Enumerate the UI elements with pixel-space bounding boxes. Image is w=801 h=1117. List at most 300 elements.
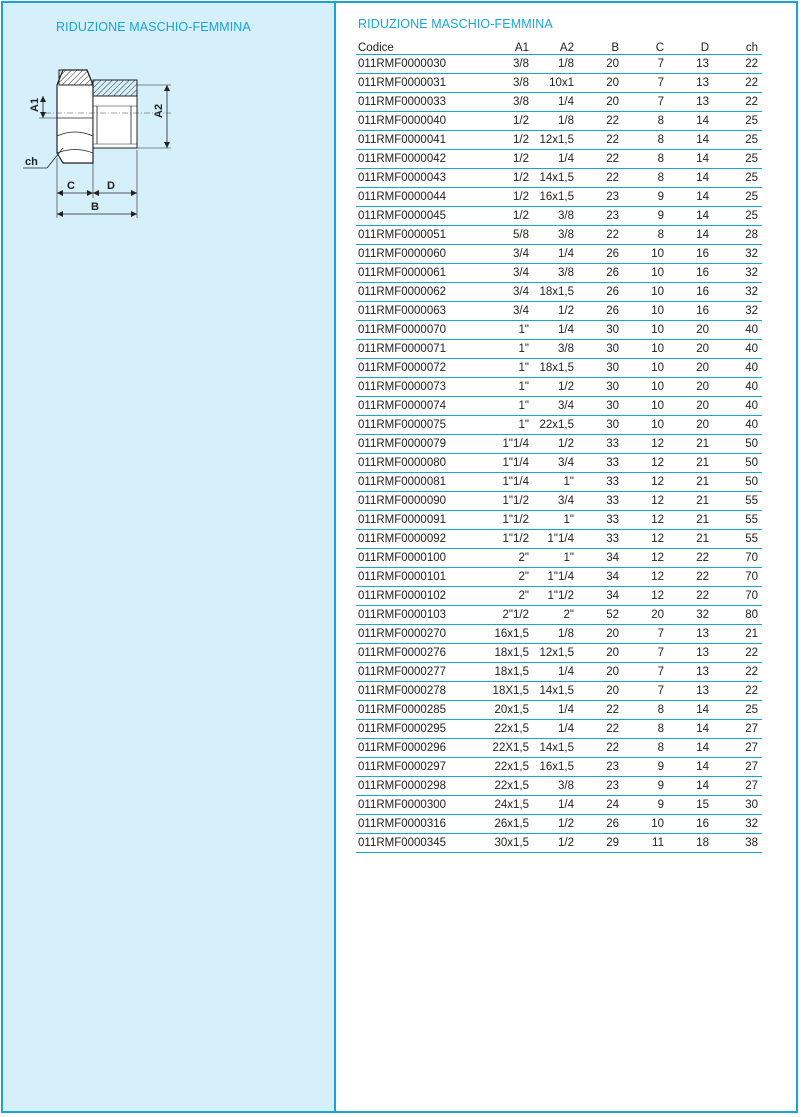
- dimension-cell: 12: [623, 587, 668, 606]
- dimension-cell: 20: [578, 74, 623, 93]
- dimension-cell: 22x1,5: [474, 758, 533, 777]
- dimension-cell: 1/2: [533, 815, 578, 834]
- dimension-cell: 33: [578, 492, 623, 511]
- product-code-cell: 011RMF0000277: [356, 663, 474, 682]
- dimension-cell: 30: [578, 416, 623, 435]
- dimension-cell: 1": [474, 340, 533, 359]
- dimension-cell: 3/4: [474, 264, 533, 283]
- dimension-cell: 23: [578, 207, 623, 226]
- dimension-cell: 25: [713, 131, 762, 150]
- column-header: ch: [713, 36, 762, 55]
- product-code-cell: 011RMF0000080: [356, 454, 474, 473]
- dimension-cell: 14: [668, 207, 713, 226]
- product-code-cell: 011RMF0000092: [356, 530, 474, 549]
- dimension-cell: 30: [578, 321, 623, 340]
- table-row: [356, 739, 762, 758]
- dimension-cell: 52: [578, 606, 623, 625]
- dimension-cell: 25: [713, 169, 762, 188]
- dimension-cell: 1/4: [533, 701, 578, 720]
- dimension-cell: 20: [578, 93, 623, 112]
- table-row: [356, 511, 762, 530]
- dimension-cell: 16x1,5: [533, 758, 578, 777]
- dimension-cell: 30: [578, 378, 623, 397]
- dimension-cell: 10: [623, 245, 668, 264]
- dimension-cell: 1/4: [533, 150, 578, 169]
- dimension-cell: 13: [668, 625, 713, 644]
- product-code-cell: 011RMF0000103: [356, 606, 474, 625]
- dimension-cell: 14: [668, 739, 713, 758]
- dimension-cell: 32: [713, 264, 762, 283]
- table-row: [356, 378, 762, 397]
- table-row: [356, 321, 762, 340]
- dimension-cell: 30: [713, 796, 762, 815]
- table-row: [356, 397, 762, 416]
- dimension-cell: 14: [668, 758, 713, 777]
- dimension-cell: 26: [578, 302, 623, 321]
- dimension-cell: 55: [713, 530, 762, 549]
- dimension-cell: 3/8: [533, 264, 578, 283]
- dimension-cell: 25: [713, 150, 762, 169]
- dimension-cell: 9: [623, 758, 668, 777]
- table-row: [356, 416, 762, 435]
- dimension-cell: 21: [668, 530, 713, 549]
- label-a2: A2: [153, 103, 165, 118]
- dimension-cell: 22: [713, 663, 762, 682]
- table-row: [356, 530, 762, 549]
- dimension-cell: 25: [713, 207, 762, 226]
- dimension-cell: 8: [623, 701, 668, 720]
- dimension-cell: 23: [578, 777, 623, 796]
- column-header: Codice: [356, 36, 474, 55]
- dimension-cell: 15: [668, 796, 713, 815]
- dimension-cell: 1/2: [533, 435, 578, 454]
- dimension-cell: 21: [668, 473, 713, 492]
- dimension-cell: 2": [474, 568, 533, 587]
- dimension-cell: 50: [713, 454, 762, 473]
- table-row: [356, 834, 762, 853]
- table-row: [356, 796, 762, 815]
- dimension-cell: 10: [623, 321, 668, 340]
- table-row: [356, 302, 762, 321]
- dimension-cell: 2": [533, 606, 578, 625]
- product-code-cell: 011RMF0000062: [356, 283, 474, 302]
- dimension-cell: 13: [668, 93, 713, 112]
- dimension-cell: 25: [713, 701, 762, 720]
- dimension-cell: 8: [623, 150, 668, 169]
- product-code-cell: 011RMF0000031: [356, 74, 474, 93]
- dimension-cell: 3/4: [533, 492, 578, 511]
- dimension-cell: 33: [578, 435, 623, 454]
- dimension-cell: 23: [578, 188, 623, 207]
- dimension-cell: 13: [668, 644, 713, 663]
- dimension-cell: 1/4: [533, 321, 578, 340]
- dimension-cell: 1"1/2: [474, 492, 533, 511]
- dimension-cell: 1/8: [533, 112, 578, 131]
- table-row: [356, 131, 762, 150]
- dimension-cell: 10: [623, 264, 668, 283]
- a1-dimension: [29, 96, 57, 118]
- product-code-cell: 011RMF0000285: [356, 701, 474, 720]
- table-row: [356, 492, 762, 511]
- product-code-cell: 011RMF0000278: [356, 682, 474, 701]
- dimension-cell: 18: [668, 834, 713, 853]
- dimension-cell: 10: [623, 340, 668, 359]
- dimension-cell: 9: [623, 796, 668, 815]
- dimension-cell: 1/4: [533, 245, 578, 264]
- dimension-cell: 14: [668, 777, 713, 796]
- dimension-cell: 18x1,5: [533, 359, 578, 378]
- dimension-cell: 21: [668, 492, 713, 511]
- dimension-cell: 1/2: [474, 150, 533, 169]
- dimension-cell: 32: [668, 606, 713, 625]
- dimension-cell: 10: [623, 815, 668, 834]
- dimension-cell: 10: [623, 378, 668, 397]
- table-row: [356, 644, 762, 663]
- dimension-cell: 40: [713, 359, 762, 378]
- dimension-cell: 26: [578, 815, 623, 834]
- dimension-cell: 3/8: [474, 93, 533, 112]
- dimension-cell: 32: [713, 815, 762, 834]
- dimension-cell: 10: [623, 397, 668, 416]
- dimension-cell: 25: [713, 188, 762, 207]
- dimension-cell: 33: [578, 473, 623, 492]
- dimension-cell: 22x1,5: [533, 416, 578, 435]
- product-code-cell: 011RMF0000041: [356, 131, 474, 150]
- product-code-cell: 011RMF0000072: [356, 359, 474, 378]
- product-code-cell: 011RMF0000043: [356, 169, 474, 188]
- dimension-cell: 22: [578, 701, 623, 720]
- dimension-cell: 9: [623, 207, 668, 226]
- dimension-cell: 22: [668, 587, 713, 606]
- dimension-cell: 20: [668, 340, 713, 359]
- dimension-cell: 12x1,5: [533, 131, 578, 150]
- table-row: [356, 815, 762, 834]
- dimension-cell: 10x1: [533, 74, 578, 93]
- dimension-cell: 20: [668, 378, 713, 397]
- dimension-cell: 3/8: [533, 226, 578, 245]
- dimension-cell: 1"1/4: [533, 530, 578, 549]
- dimension-cell: 8: [623, 226, 668, 245]
- dimension-cell: 22: [668, 568, 713, 587]
- product-code-cell: 011RMF0000074: [356, 397, 474, 416]
- dimension-cell: 12: [623, 454, 668, 473]
- table-row: [356, 682, 762, 701]
- dimension-cell: 27: [713, 758, 762, 777]
- dimension-cell: 30: [578, 359, 623, 378]
- dimension-cell: 16x1,5: [474, 625, 533, 644]
- dimension-cell: 12: [623, 511, 668, 530]
- dimension-cell: 7: [623, 55, 668, 74]
- dimension-cell: 20: [623, 606, 668, 625]
- table-section-title: RIDUZIONE MASCHIO-FEMMINA: [358, 17, 553, 31]
- product-code-cell: 011RMF0000030: [356, 55, 474, 74]
- dimension-cell: 1": [533, 473, 578, 492]
- dimension-cell: 32: [713, 283, 762, 302]
- table-row: [356, 169, 762, 188]
- dimension-cell: 34: [578, 549, 623, 568]
- table-row: [356, 720, 762, 739]
- table-row: [356, 55, 762, 74]
- product-code-cell: 011RMF0000091: [356, 511, 474, 530]
- product-code-cell: 011RMF0000276: [356, 644, 474, 663]
- product-code-cell: 011RMF0000270: [356, 625, 474, 644]
- dimension-cell: 1/2: [474, 131, 533, 150]
- dimension-cell: 80: [713, 606, 762, 625]
- dimension-cell: 20: [668, 397, 713, 416]
- dimension-cell: 38: [713, 834, 762, 853]
- dimension-cell: 2": [474, 587, 533, 606]
- dimension-cell: 27: [713, 739, 762, 758]
- dimension-cell: 1/8: [533, 55, 578, 74]
- label-b: B: [91, 201, 99, 213]
- dimension-cell: 1/2: [474, 169, 533, 188]
- left-section-title: RIDUZIONE MASCHIO-FEMMINA: [56, 20, 251, 34]
- table-row: [356, 454, 762, 473]
- column-header: D: [668, 36, 713, 55]
- male-thread-shape: [93, 80, 137, 148]
- dimension-cell: 22: [578, 226, 623, 245]
- product-code-cell: 011RMF0000061: [356, 264, 474, 283]
- dimension-cell: 12: [623, 549, 668, 568]
- dimension-cell: 1": [474, 397, 533, 416]
- product-code-cell: 011RMF0000040: [356, 112, 474, 131]
- product-code-cell: 011RMF0000101: [356, 568, 474, 587]
- dimension-cell: 3/8: [533, 207, 578, 226]
- dimension-cell: 23: [578, 758, 623, 777]
- dimension-cell: 1"1/2: [474, 511, 533, 530]
- dimension-cell: 3/4: [533, 397, 578, 416]
- table-row: [356, 150, 762, 169]
- dimension-cell: 50: [713, 435, 762, 454]
- dimension-cell: 25: [713, 112, 762, 131]
- dimension-cell: 12: [623, 530, 668, 549]
- dimension-cell: 7: [623, 682, 668, 701]
- column-header: C: [623, 36, 668, 55]
- dimension-cell: 1/4: [533, 796, 578, 815]
- dimension-cell: 21: [713, 625, 762, 644]
- dimension-cell: 8: [623, 112, 668, 131]
- dimension-cell: 22: [578, 720, 623, 739]
- dimension-cell: 1": [474, 416, 533, 435]
- dimension-cell: 13: [668, 55, 713, 74]
- dimensions-table: [356, 36, 762, 853]
- product-code-cell: 011RMF0000033: [356, 93, 474, 112]
- dimension-cell: 1"1/2: [474, 530, 533, 549]
- dimension-cell: 20: [578, 644, 623, 663]
- table-row: [356, 473, 762, 492]
- product-code-cell: 011RMF0000079: [356, 435, 474, 454]
- product-code-cell: 011RMF0000044: [356, 188, 474, 207]
- dimension-cell: 22: [578, 169, 623, 188]
- dimension-cell: 1/2: [474, 207, 533, 226]
- dimension-cell: 22: [713, 74, 762, 93]
- dimension-cell: 22X1,5: [474, 739, 533, 758]
- b-dimension: [57, 201, 137, 217]
- dimension-cell: 26: [578, 264, 623, 283]
- dimension-cell: 20: [668, 359, 713, 378]
- dimension-cell: 12: [623, 473, 668, 492]
- dimension-cell: 26x1,5: [474, 815, 533, 834]
- a2-dimension: [137, 85, 171, 148]
- dimension-cell: 24x1,5: [474, 796, 533, 815]
- dimension-cell: 33: [578, 511, 623, 530]
- dimension-cell: 16: [668, 245, 713, 264]
- dimension-cell: 20: [578, 625, 623, 644]
- dimension-cell: 50: [713, 473, 762, 492]
- dimension-cell: 22: [713, 644, 762, 663]
- dimension-cell: 3/8: [474, 74, 533, 93]
- dimension-cell: 1/2: [533, 378, 578, 397]
- dimension-cell: 32: [713, 245, 762, 264]
- dimension-cell: 14x1,5: [533, 682, 578, 701]
- dimension-cell: 55: [713, 511, 762, 530]
- dimension-cell: 18X1,5: [474, 682, 533, 701]
- table-row: [356, 207, 762, 226]
- product-code-cell: 011RMF0000316: [356, 815, 474, 834]
- dimension-cell: 40: [713, 321, 762, 340]
- dimension-cell: 70: [713, 568, 762, 587]
- dimension-cell: 3/8: [533, 777, 578, 796]
- dimension-cell: 8: [623, 169, 668, 188]
- dimension-cell: 1": [474, 321, 533, 340]
- dimension-cell: 40: [713, 416, 762, 435]
- dimension-cell: 8: [623, 131, 668, 150]
- dimension-cell: 21: [668, 435, 713, 454]
- dimension-cell: 10: [623, 359, 668, 378]
- product-code-cell: 011RMF0000081: [356, 473, 474, 492]
- dimension-cell: 10: [623, 416, 668, 435]
- table-row: [356, 359, 762, 378]
- label-d: D: [107, 180, 115, 192]
- dimension-cell: 1/4: [533, 720, 578, 739]
- dimension-cell: 13: [668, 74, 713, 93]
- dimension-cell: 70: [713, 549, 762, 568]
- dimension-cell: 55: [713, 492, 762, 511]
- dimension-cell: 32: [713, 302, 762, 321]
- dimension-cell: 20: [578, 663, 623, 682]
- dimension-cell: 3/4: [533, 454, 578, 473]
- dimension-cell: 3/4: [474, 302, 533, 321]
- product-code-cell: 011RMF0000042: [356, 150, 474, 169]
- dimension-cell: 14: [668, 150, 713, 169]
- dimension-cell: 22: [578, 112, 623, 131]
- table-row: [356, 112, 762, 131]
- dimension-cell: 16x1,5: [533, 188, 578, 207]
- dimension-cell: 7: [623, 625, 668, 644]
- dimension-cell: 28: [713, 226, 762, 245]
- dimension-cell: 1/2: [474, 188, 533, 207]
- product-code-cell: 011RMF0000295: [356, 720, 474, 739]
- dimension-cell: 30x1,5: [474, 834, 533, 853]
- dimension-cell: 10: [623, 302, 668, 321]
- dimension-cell: 12: [623, 568, 668, 587]
- product-code-cell: 011RMF0000051: [356, 226, 474, 245]
- product-code-cell: 011RMF0000300: [356, 796, 474, 815]
- dimension-cell: 24: [578, 796, 623, 815]
- dimension-cell: 33: [578, 454, 623, 473]
- product-code-cell: 011RMF0000063: [356, 302, 474, 321]
- dimension-cell: 34: [578, 587, 623, 606]
- table-row: [356, 549, 762, 568]
- product-code-cell: 011RMF0000071: [356, 340, 474, 359]
- dimension-cell: 2"1/2: [474, 606, 533, 625]
- dimension-cell: 14: [668, 226, 713, 245]
- table-row: [356, 188, 762, 207]
- dimension-cell: 1"1/4: [474, 473, 533, 492]
- table-row: [356, 264, 762, 283]
- dimension-cell: 21: [668, 511, 713, 530]
- dimension-cell: 7: [623, 644, 668, 663]
- dimension-cell: 7: [623, 93, 668, 112]
- dimension-cell: 11: [623, 834, 668, 853]
- dimension-cell: 7: [623, 74, 668, 93]
- dimension-cell: 1/2: [533, 302, 578, 321]
- dimension-cell: 14: [668, 701, 713, 720]
- column-header: A1: [474, 36, 533, 55]
- dimension-cell: 12x1,5: [533, 644, 578, 663]
- table-row: [356, 625, 762, 644]
- dimension-cell: 1/2: [474, 112, 533, 131]
- dimension-cell: 8: [623, 720, 668, 739]
- dimension-cell: 3/4: [474, 283, 533, 302]
- table-row: [356, 777, 762, 796]
- dimension-cell: 30: [578, 340, 623, 359]
- table-row: [356, 226, 762, 245]
- table-row: [356, 74, 762, 93]
- dimension-cell: 30: [578, 397, 623, 416]
- dimension-cell: 34: [578, 568, 623, 587]
- dimension-cell: 18x1,5: [533, 283, 578, 302]
- dimension-cell: 18x1,5: [474, 663, 533, 682]
- table-row: [356, 93, 762, 112]
- table-row: [356, 568, 762, 587]
- dimension-cell: 3/8: [533, 340, 578, 359]
- table-row: [356, 340, 762, 359]
- dimension-cell: 10: [623, 283, 668, 302]
- dimension-cell: 1": [533, 549, 578, 568]
- dimension-cell: 1/4: [533, 93, 578, 112]
- table-body: [356, 55, 762, 853]
- dimension-cell: 20: [578, 55, 623, 74]
- dimension-cell: 12: [623, 435, 668, 454]
- product-code-cell: 011RMF0000297: [356, 758, 474, 777]
- label-ch: ch: [25, 156, 38, 168]
- dimension-cell: 16: [668, 815, 713, 834]
- dimension-cell: 40: [713, 340, 762, 359]
- dimension-cell: 13: [668, 663, 713, 682]
- dimension-cell: 27: [713, 720, 762, 739]
- fitting-technical-drawing: [21, 58, 181, 218]
- dimension-cell: 20: [668, 416, 713, 435]
- product-code-cell: 011RMF0000045: [356, 207, 474, 226]
- dimension-cell: 26: [578, 245, 623, 264]
- dimension-cell: 14: [668, 131, 713, 150]
- dimension-cell: 14: [668, 112, 713, 131]
- dimension-cell: 14: [668, 720, 713, 739]
- dimension-cell: 70: [713, 587, 762, 606]
- dimension-cell: 22: [578, 150, 623, 169]
- dimension-cell: 1": [533, 511, 578, 530]
- dimension-cell: 14x1,5: [533, 169, 578, 188]
- dimension-cell: 2": [474, 549, 533, 568]
- product-code-cell: 011RMF0000298: [356, 777, 474, 796]
- dimension-cell: 5/8: [474, 226, 533, 245]
- dimension-cell: 1/8: [533, 625, 578, 644]
- product-code-cell: 011RMF0000296: [356, 739, 474, 758]
- dimension-cell: 21: [668, 454, 713, 473]
- product-code-cell: 011RMF0000075: [356, 416, 474, 435]
- table-row: [356, 606, 762, 625]
